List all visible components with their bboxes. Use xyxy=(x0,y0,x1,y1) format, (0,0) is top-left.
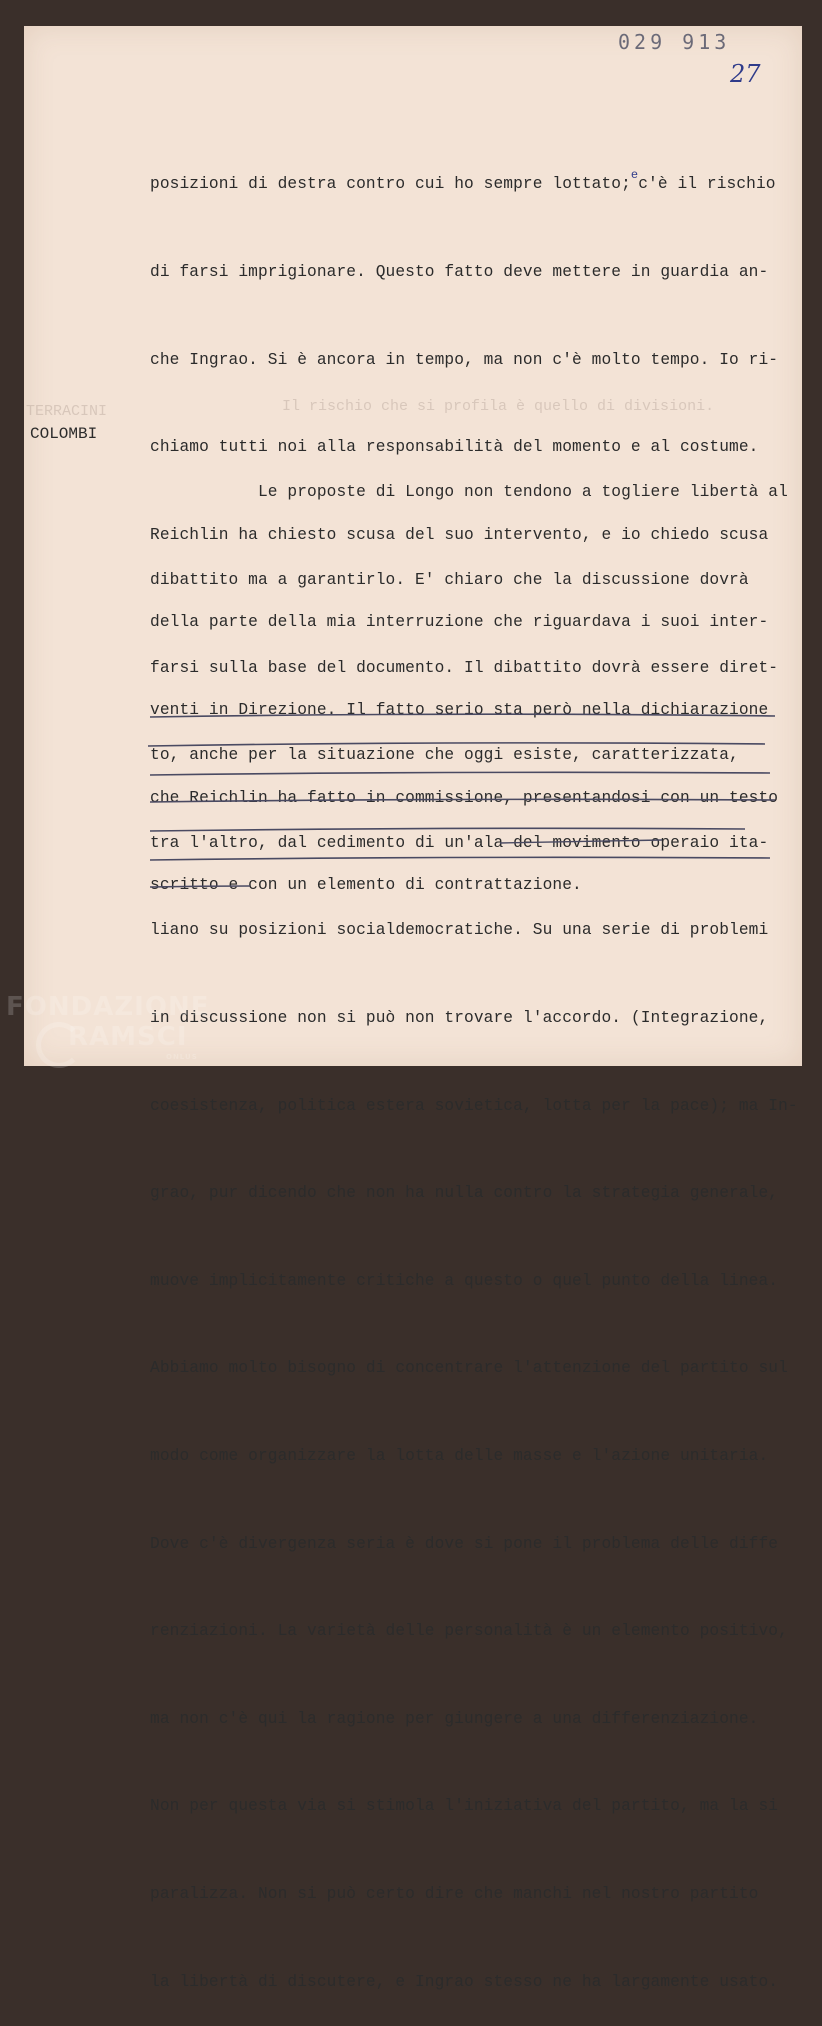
bleed-through-speaker: TERRACINI xyxy=(26,403,108,420)
text-line: della parte della mia interruzione che riguardava i suoi inter- xyxy=(150,613,769,632)
text-line: Dove c'è divergenza seria è dove si pone il problema delle diffe xyxy=(150,1534,779,1553)
text-line: scritto e con un elemento di contrattazione. xyxy=(150,876,582,895)
handwritten-page-number: 27 xyxy=(730,60,761,88)
text-line: venti in Direzione. Il fatto serio sta però nella dichiarazione xyxy=(150,700,769,719)
text-line: di farsi imprigionare. Questo fatto deve mettere in guardia an- xyxy=(150,263,769,281)
text-line: paralizza. Non si può certo dire che manchi nel nostro partito xyxy=(150,1884,759,1903)
text-line: coesistenza, politica estera sovietica, lotta per la pace); ma In- xyxy=(150,1096,798,1115)
text-line: posizioni di destra contro cui ho sempre lottato;$^e$c'è il rischio xyxy=(150,168,776,194)
speaker-label: COLOMBI xyxy=(30,425,98,443)
text-line: che Reichlin ha fatto in commissione, presentandosi con un testo xyxy=(150,788,779,807)
text-line: muove implicitamente critiche a questo o quel punto della linea. xyxy=(150,1271,779,1290)
paragraph-2 xyxy=(150,420,798,2026)
text-line: renziazioni. La varietà delle personalità è un elemento positivo, xyxy=(150,1622,788,1641)
text-line: farsi sulla base del documento. Il dibattito dovrà essere diret- xyxy=(150,658,779,677)
text-line: Le proposte di Longo non tendono a togliere libertà al xyxy=(150,483,788,502)
handwritten-insertion: e xyxy=(630,168,639,183)
text-line: chiamo tutti noi alla responsabilità del momento e al costume. xyxy=(150,438,759,457)
text-line: che Ingrao. Si è ancora in tempo, ma non c'è molto tempo. Io ri- xyxy=(150,350,779,369)
text-line: Non per questa via si stimola l'iniziativa del partito, ma la si xyxy=(150,1797,779,1816)
text-line: liano su posizioni socialdemocratiche. Su una serie di problemi xyxy=(150,921,769,940)
text-line: grao, pur dicendo che non ha nulla contro la strategia generale, xyxy=(150,1184,779,1203)
watermark: FONDAZIONE RAMSCI ONLUS xyxy=(6,992,210,1061)
text-line: Abbiamo molto bisogno di concentrare l'attenzione del partito sul xyxy=(150,1359,788,1378)
archive-number: 029 913 xyxy=(618,30,731,54)
text-line: modo come organizzare la lotta delle masse e l'azione unitaria. xyxy=(150,1446,769,1465)
text-line: in discussione non si può non trovare l'accordo. (Integrazione, xyxy=(150,1008,769,1027)
text-line: ma non c'è qui la ragione per giungere a una differenziazione. xyxy=(150,1709,759,1728)
text-line: tra l'altro, dal cedimento di un'ala del movimento operaio ita- xyxy=(150,833,769,852)
text-line: Reichlin ha chiesto scusa del suo intervento, e io chiedo scusa xyxy=(150,525,769,544)
text-line: dibattito ma a garantirlo. E' chiaro che la discussione dovrà xyxy=(150,571,749,589)
text-line: to, anche per la situazione che oggi esiste, caratterizzata, xyxy=(150,746,739,765)
text-line: la libertà di discutere, e Ingrao stesso ne ha largamente usato. xyxy=(150,1972,779,1991)
bleed-through-text: Il rischio che si profila è quello di divisioni. xyxy=(282,398,715,415)
